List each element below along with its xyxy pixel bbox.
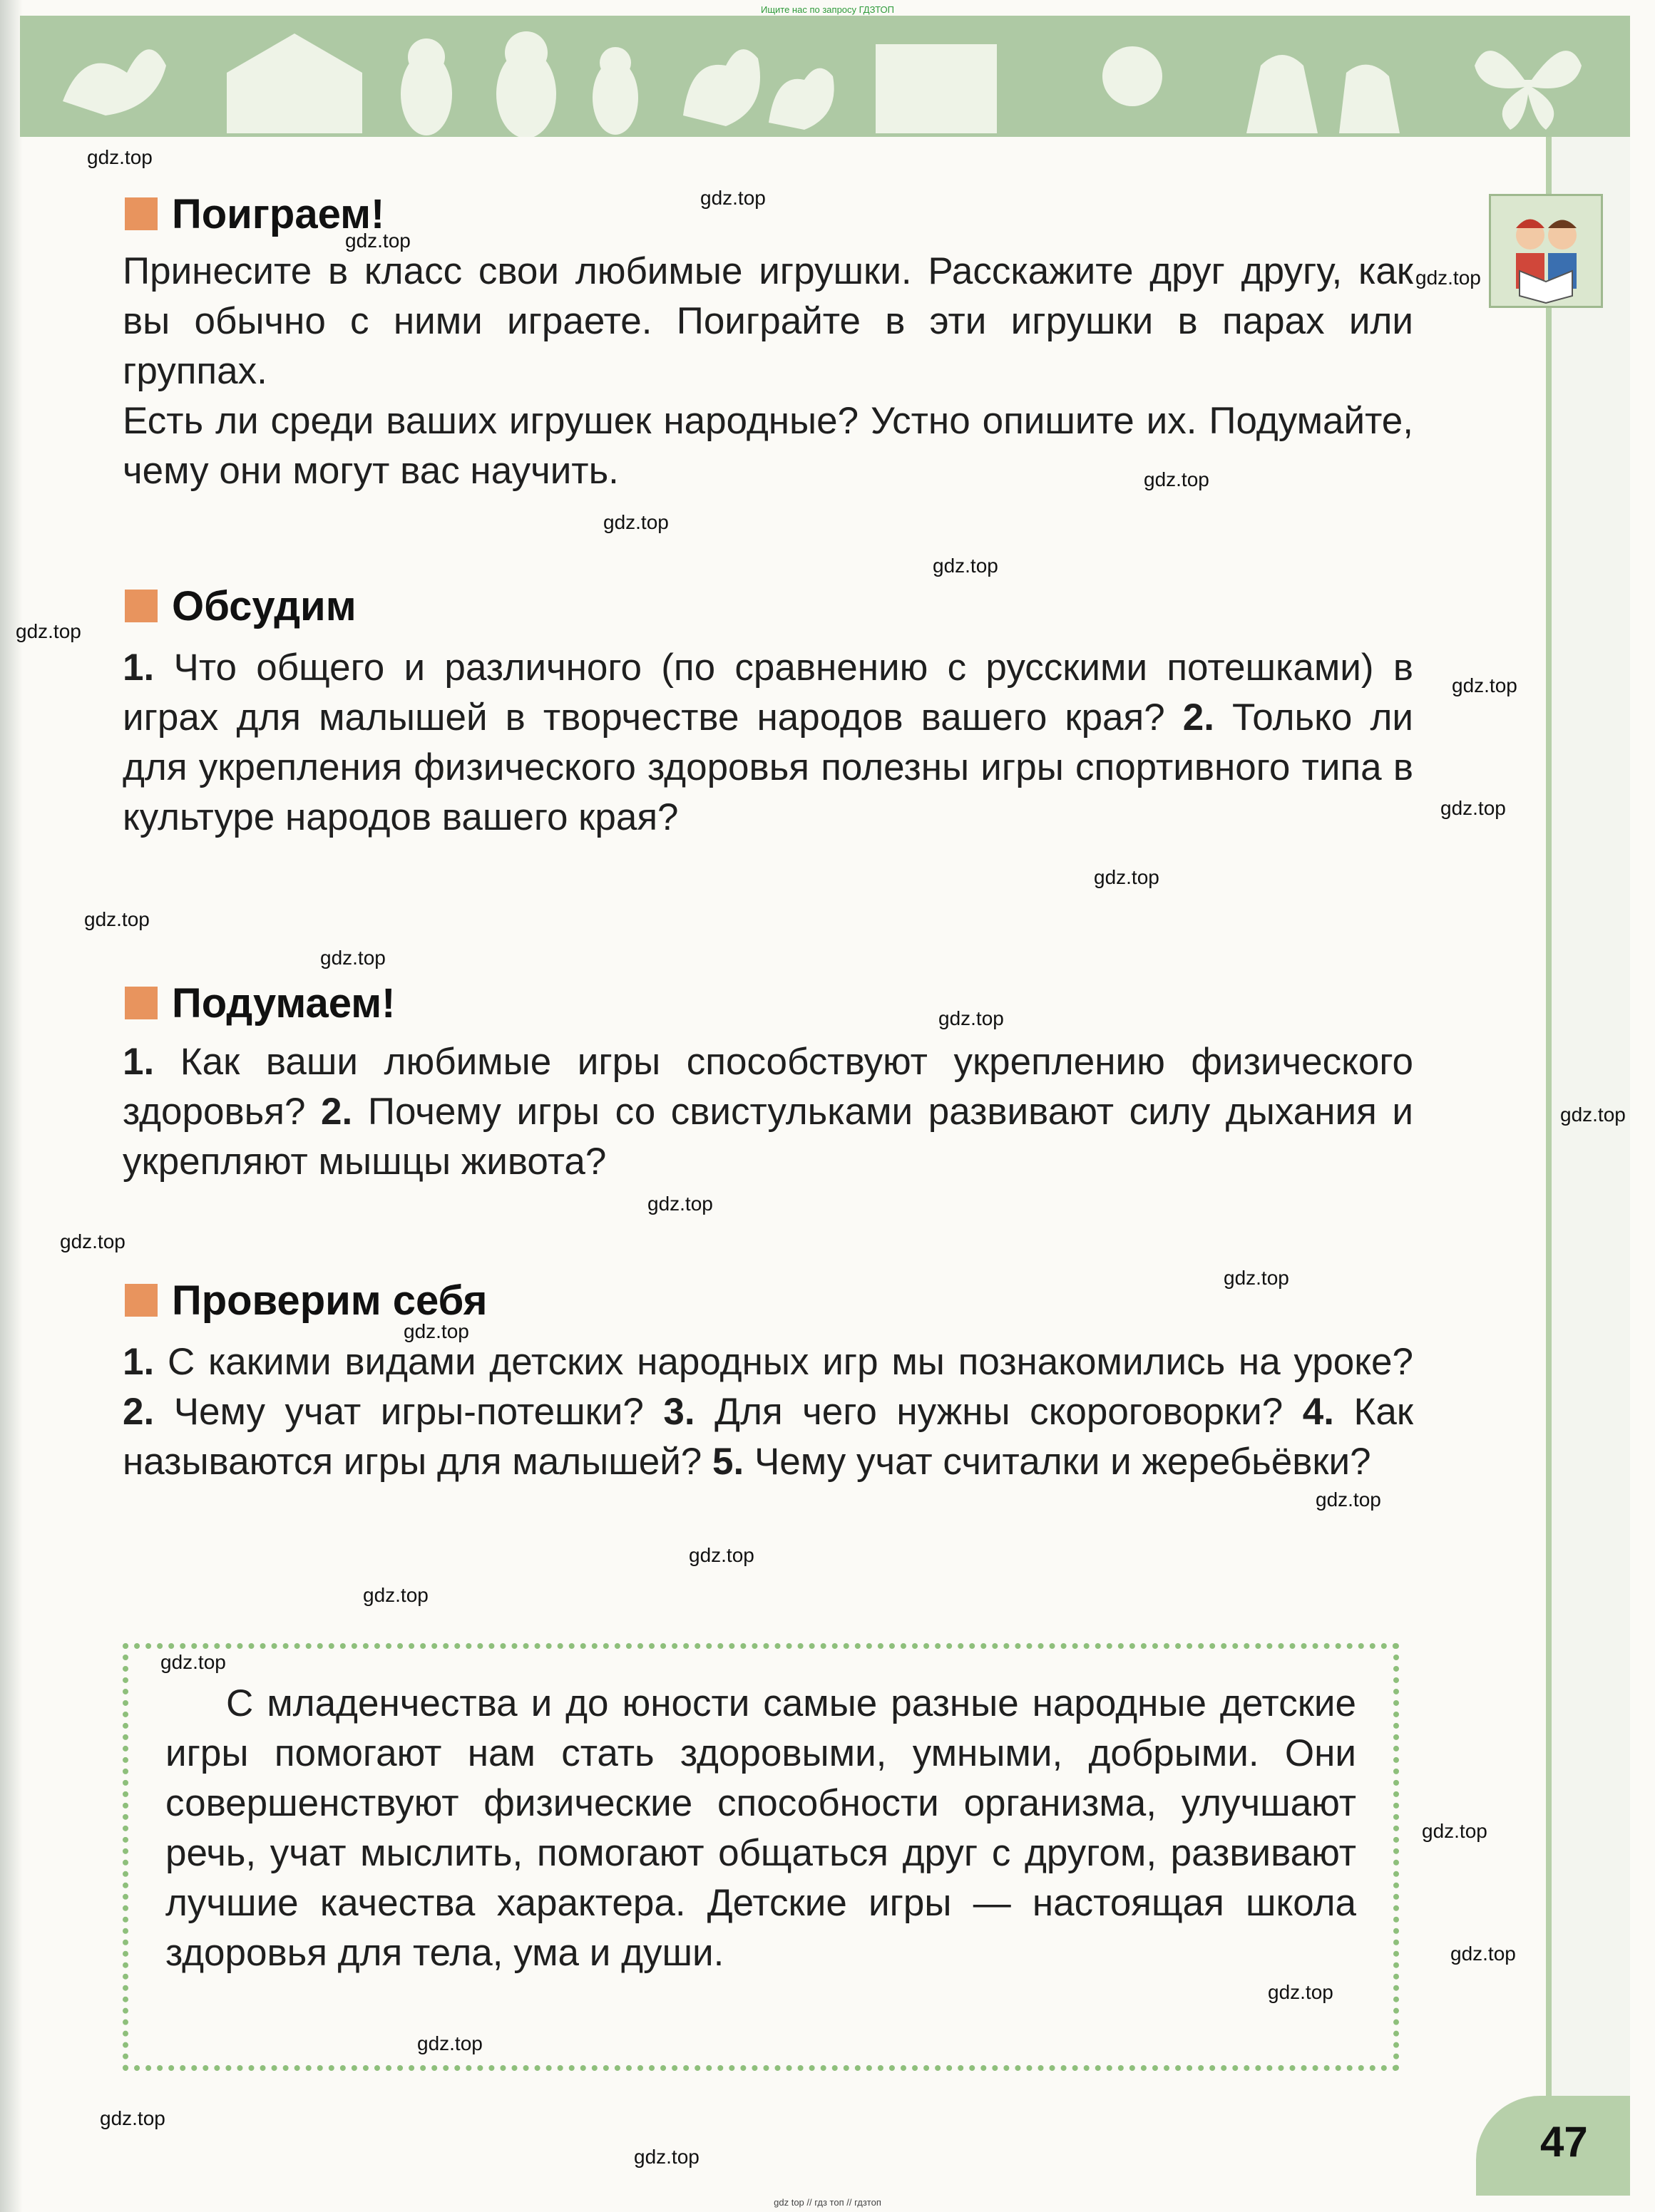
section-title: Поиграем! (172, 190, 385, 237)
watermark: gdz.top (320, 947, 386, 969)
question-number: 1. (123, 1341, 155, 1383)
section-marker-icon (125, 987, 158, 1019)
watermark: gdz.top (1440, 797, 1506, 819)
watermark: gdz.top (647, 1193, 713, 1215)
summary-text: С младенчества и до юности самые разные народные детские игры помогают нам стать здоровыми, умными, добрыми. Они совершенствуют физические способности организма, улучшают речь, учат мыслить, помогают общаться друг с другом, развивают лучшие качества характера. Детские игры — настоящая школа здоровья для тела, ума и души. (165, 1682, 1356, 1974)
question-text: Как ваши любимые игры способствуют укреплению физического здоровья? (123, 1041, 1413, 1133)
watermark: gdz.top (1415, 267, 1481, 289)
bottom-note: gdz top // гдз топ // гдзтоп (774, 2197, 881, 2208)
question-number: 1. (123, 647, 155, 689)
reading-children-icon (1489, 194, 1603, 308)
question-number: 2. (123, 1391, 155, 1433)
section-title: Подумаем! (172, 979, 396, 1027)
top-note: Ищите нас по запросу ГДЗТОП (760, 4, 894, 15)
section-title: Проверим себя (172, 1277, 488, 1324)
section-title: Обсудим (172, 582, 357, 629)
question-text: С какими видами детских народных игр мы познакомились на уроке? (154, 1341, 1413, 1383)
question-text: Что общего и различного (по сравнению с русскими потешками) в играх для малышей в творчестве народов вашего края? (123, 647, 1413, 739)
watermark: gdz.top (689, 1544, 754, 1566)
section-discuss-text (123, 643, 1413, 843)
section-play-paragraph-2: Есть ли среди ваших игрушек народные? Устно опишите их. Подумайте, чему они могут вас научить. (123, 400, 1413, 492)
question-text: Чему учат считалки и жеребьёвки? (744, 1441, 1371, 1483)
section-think-text (123, 1037, 1413, 1187)
question-number: 2. (321, 1091, 353, 1133)
question-text: Почему игры со свистульками развивают силу дыхания и укрепляют мышцы живота? (123, 1091, 1413, 1183)
question-text: Как называются игры для малышей? (123, 1391, 1414, 1483)
question-text: Для чего нужны скороговорки? (695, 1391, 1303, 1433)
question-number: 1. (123, 1041, 155, 1083)
question-number: 2. (1182, 696, 1214, 739)
watermark: gdz.top (345, 230, 411, 252)
watermark: gdz.top (1560, 1104, 1626, 1126)
section-marker-icon (125, 197, 158, 230)
watermark: gdz.top (160, 1651, 226, 1673)
question-text: Только ли для укрепления физического здоровья полезны игры спортивного типа в культуре народов вашего края? (123, 696, 1413, 838)
watermark: gdz.top (1452, 674, 1517, 696)
section-heading-think (125, 980, 395, 1026)
section-marker-icon (125, 1284, 158, 1317)
section-play-paragraph-1: Принесите в класс свои любимые игрушки. Расскажите друг другу, как вы обычно с ними играете. Поиграйте в эти игрушки в парах или группах. (123, 250, 1413, 392)
section-heading-discuss (125, 583, 357, 629)
watermark: gdz.top (933, 555, 998, 577)
watermark: gdz.top (1224, 1267, 1289, 1289)
right-margin-strip (1552, 137, 1630, 2190)
watermark: gdz.top (634, 2146, 700, 2168)
watermark: gdz.top (1450, 1943, 1516, 1965)
watermark: gdz.top (87, 146, 153, 168)
watermark: gdz.top (1422, 1820, 1487, 1842)
watermark: gdz.top (16, 620, 81, 642)
section-heading-check (125, 1277, 487, 1323)
watermark: gdz.top (417, 2032, 483, 2054)
watermark: gdz.top (1268, 1981, 1333, 2003)
question-number: 5. (712, 1441, 744, 1483)
watermark: gdz.top (363, 1584, 429, 1606)
question-number: 4. (1302, 1391, 1334, 1433)
watermark: gdz.top (60, 1230, 125, 1252)
question-number: 3. (663, 1391, 695, 1433)
section-check-text (123, 1337, 1413, 1487)
page-number: 47 (1540, 2118, 1588, 2166)
watermark: gdz.top (404, 1320, 469, 1342)
question-text: Чему учат игры-потешки? (154, 1391, 664, 1433)
watermark: gdz.top (938, 1007, 1004, 1029)
right-margin-rule (1546, 137, 1552, 2190)
page-edge (0, 0, 23, 2212)
watermark: gdz.top (603, 511, 669, 533)
watermark: gdz.top (1094, 866, 1159, 888)
section-marker-icon (125, 590, 158, 622)
header-silhouettes-icon (20, 16, 1630, 137)
watermark: gdz.top (84, 908, 150, 930)
header-decoration-band (20, 16, 1630, 137)
watermark: gdz.top (100, 2107, 165, 2129)
watermark: gdz.top (1316, 1488, 1381, 1511)
watermark: gdz.top (1144, 468, 1209, 490)
watermark: gdz.top (700, 187, 766, 209)
